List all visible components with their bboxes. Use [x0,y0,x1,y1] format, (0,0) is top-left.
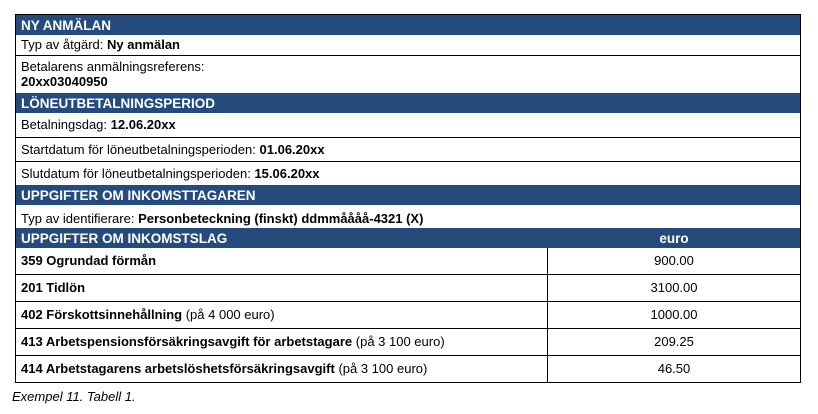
reference-row [16,55,800,93]
income-row-name: 359 Ogrundad förmån [21,253,157,268]
period-end-value: 15.06.20xx [254,166,320,181]
table-caption: Exempel 11. Tabell 1. [12,389,136,404]
period-start-value: 01.06.20xx [259,142,325,157]
income-row [16,328,800,355]
period-start-row [16,137,800,161]
id-type-label: Typ av identifierare: [21,211,135,226]
income-row-name: 414 Arbetstagarens arbetslöshetsförsäkringsavgift [21,361,335,376]
income-row-name: 413 Arbetspensionsförsäkringsavgift för arbetstagare [21,334,353,349]
income-row-amount: 1000.00 [650,307,698,322]
currency-header: euro [659,231,689,246]
payment-date-row [16,113,800,137]
income-row [16,274,800,301]
reference-label: Betalarens anmälningsreferens: [21,59,205,74]
income-row-description [16,329,548,355]
income-row-description [16,356,548,382]
income-row-amount: 900.00 [654,253,694,268]
section-header-recipient: UPPGIFTER OM INKOMSTTAGAREN [16,185,800,205]
income-row-amount: 46.50 [657,361,691,376]
reference-value: 20xx03040950 [21,74,108,89]
income-row-amount: 3100.00 [650,280,698,295]
period-start-label: Startdatum för löneutbetalningsperioden: [21,142,256,157]
section-header-pay-period: LÖNEUTBETALNINGSPERIOD [16,93,800,113]
income-row-amount: 209.25 [654,334,694,349]
payment-date-value: 12.06.20xx [110,117,176,132]
report-table [15,14,801,383]
income-row-note: (på 3 100 euro) [338,361,428,376]
section-header-income-types [16,228,800,248]
income-row-name: 402 Förskottsinnehållning [21,307,183,322]
payment-date-label: Betalningsdag: [21,117,108,132]
action-type-value: Ny anmälan [107,37,180,52]
income-row-description [16,302,548,328]
period-end-label: Slutdatum för löneutbetalningsperioden: [21,166,251,181]
income-row-description [16,275,548,301]
id-type-value: Personbeteckning (finskt) ddmmåååå-4321 (X) [138,211,424,226]
action-type-label: Typ av åtgärd: [21,37,104,52]
income-row [16,248,800,274]
action-type-row [16,35,800,55]
id-type-row [16,205,800,228]
income-row-note: (på 4 000 euro) [185,307,275,322]
income-row-description [16,248,548,274]
section-header-new-report: NY ANMÄLAN [16,15,800,35]
income-row [16,355,800,382]
income-row [16,301,800,328]
income-row-note: (på 3 100 euro) [355,334,445,349]
income-types-title: UPPGIFTER OM INKOMSTSLAG [21,231,228,246]
income-row-name: 201 Tidlön [21,280,86,295]
period-end-row [16,161,800,185]
